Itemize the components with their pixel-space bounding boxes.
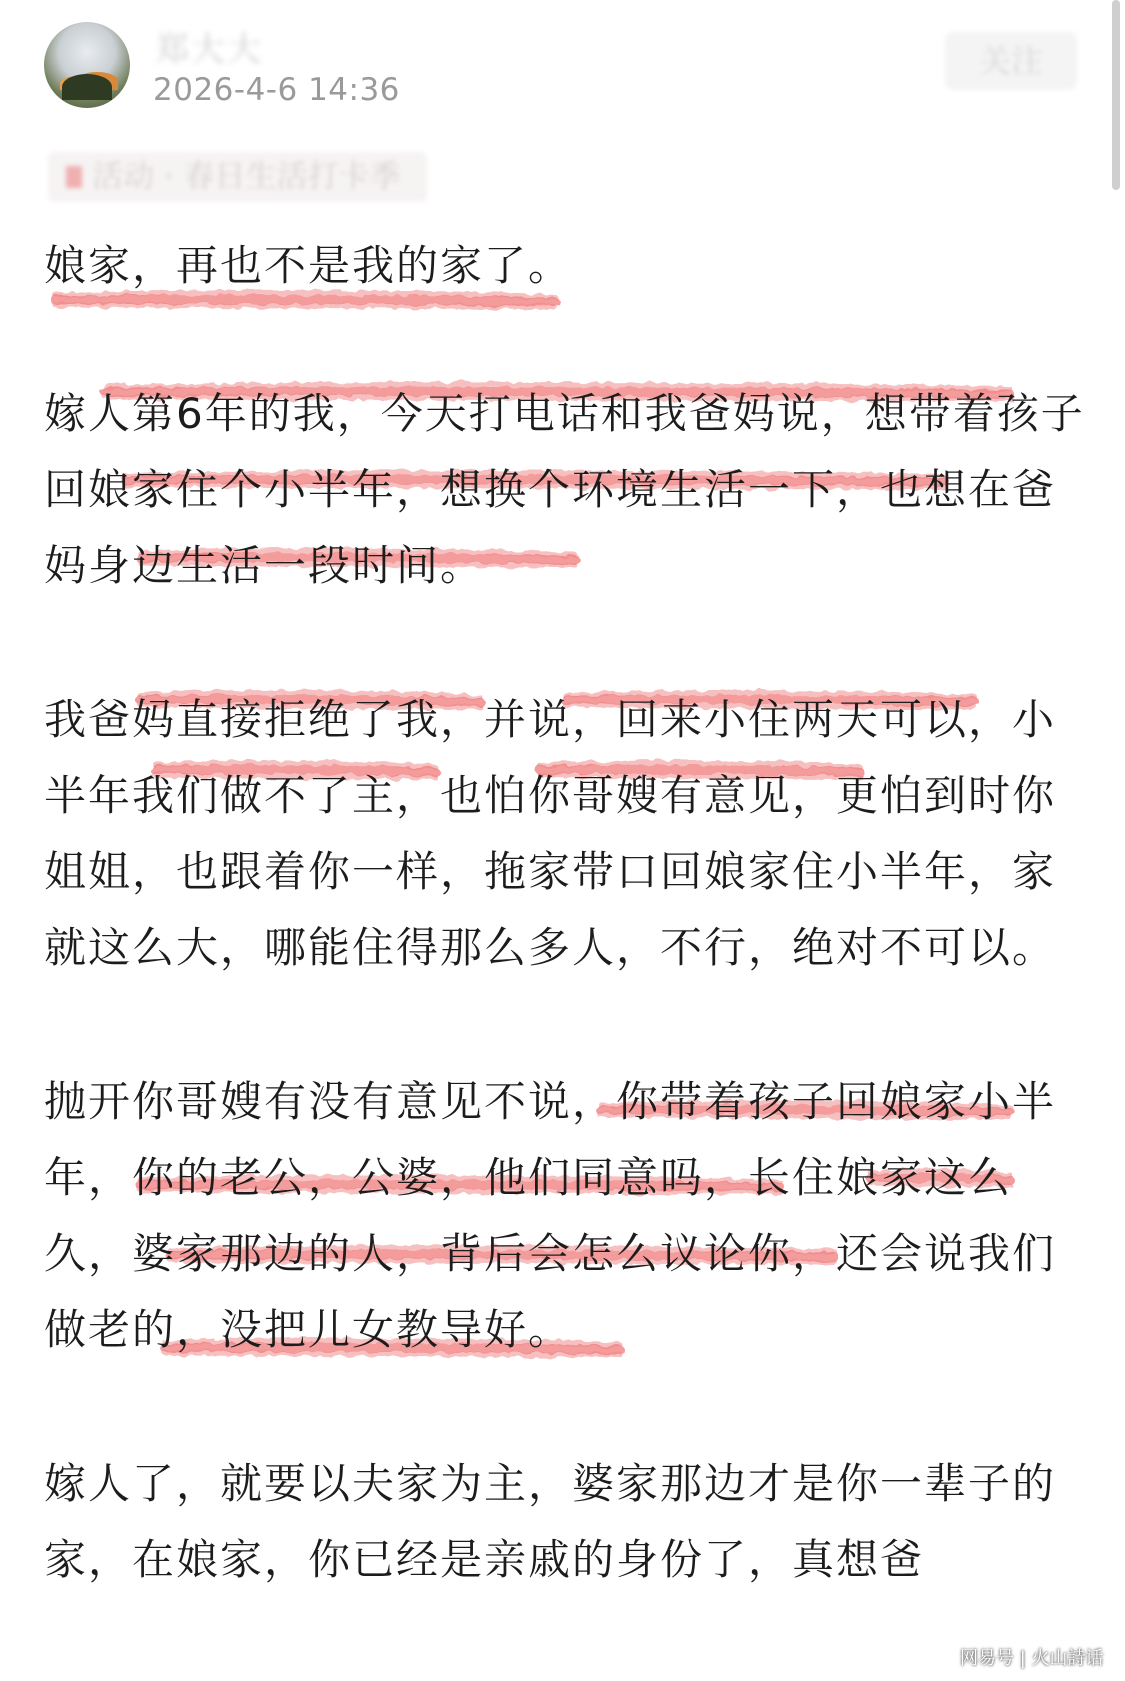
post-paragraph: 嫁人了，就要以夫家为主，婆家那边才是你一辈子的家，在娘家，你已经是亲戚的身份了，真想爸 bbox=[44, 1459, 1057, 1584]
post-paragraph: 抛开你哥嫂有没有意见不说，你带着孩子回娘家小半年，你的老公，公婆，他们同意吗，长住娘家这么久，婆家那边的人，背后会怎么议论你，还会说我们做老的，没把儿女教导好。 bbox=[44, 1077, 1057, 1354]
post-paragraph: 嫁人第6年的我，今天打电话和我爸妈说，想带着孩子回娘家住个小半年，想换个环境生活一下，也想在爸妈身边生活一段时间。 bbox=[44, 389, 1085, 590]
activity-label: 活动 · 春日生活打卡季 bbox=[92, 159, 401, 195]
watermark: 网易号 | 火山詩话 bbox=[960, 1648, 1104, 1669]
follow-button[interactable]: 关注 bbox=[945, 32, 1077, 90]
avatar[interactable] bbox=[44, 22, 130, 108]
activity-tag[interactable] bbox=[48, 152, 427, 202]
post-timestamp: 2026-4-6 14:36 bbox=[153, 72, 400, 108]
post-header bbox=[0, 0, 1125, 150]
post-body bbox=[44, 228, 1094, 1676]
scrollbar[interactable] bbox=[1112, 0, 1120, 190]
username[interactable]: 郑大大 bbox=[155, 30, 263, 70]
flag-icon bbox=[66, 166, 82, 188]
post-paragraph: 我爸妈直接拒绝了我，并说，回来小住两天可以，小半年我们做不了主，也怕你哥嫂有意见，更怕到时你姐姐，也跟着你一样，拖家带口回娘家住小半年，家就这么大，哪能住得那么多人，不行，绝对不可以。 bbox=[44, 695, 1057, 972]
post-paragraph: 娘家，再也不是我的家了。 bbox=[44, 241, 573, 290]
